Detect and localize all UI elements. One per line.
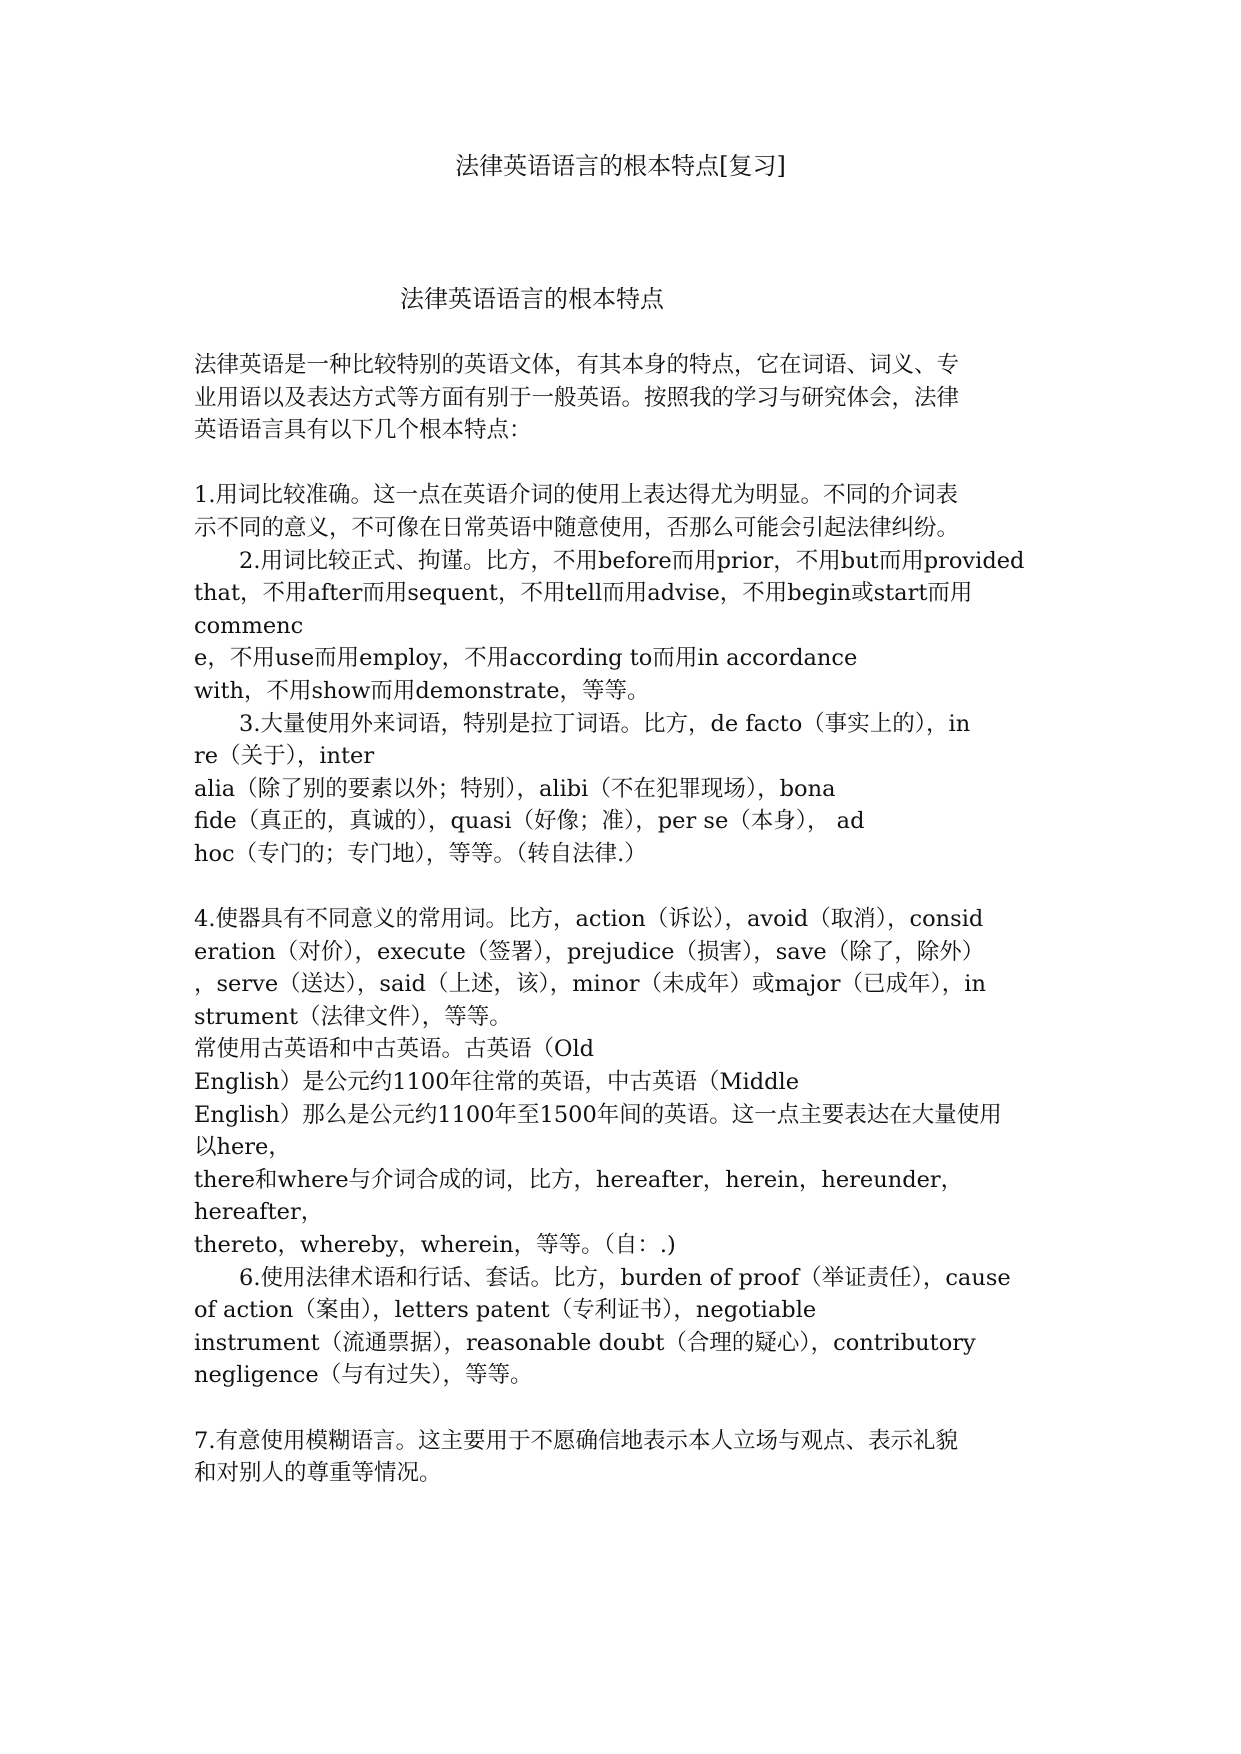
point-3-paragraph [194,708,1054,871]
point-5-paragraph [194,1033,1054,1261]
document-subtitle: 法律英语语言的根本特点 [400,285,664,313]
text-line: alia（除了别的要素以外；特别），alibi（不在犯罪现场），bona [194,775,836,802]
text-line: English）那么是公元约1100年至1500年间的英语。这一点主要表达在大量使用 [194,1101,1002,1128]
text-line: eration（对价），execute（签署），prejudice（损害），save（除了，除外） [194,938,985,965]
text-line: 以here， [194,1134,291,1161]
text-line: re（关于），inter [194,743,375,770]
text-line: 常使用古英语和中古英语。古英语（Old [194,1036,595,1063]
point-2-paragraph [194,545,1054,708]
point-1-paragraph [194,479,1054,544]
text-line: English）是公元约1100年往常的英语，中古英语（Middle [194,1069,800,1096]
point-4-paragraph [194,903,1054,1033]
text-line: hoc（专门的；专门地），等等。（转自法律.） [194,840,647,867]
text-line: 6.使用法律术语和行话、套话。比方，burden of proof（举证责任），cause [239,1264,1011,1291]
text-line: e，不用use而用employ，不用according to而用in accordance [194,645,858,672]
text-line: 法律英语是一种比较特别的英语文体，有其本身的特点，它在词语、词义、专 [194,352,960,378]
point-6-paragraph [194,1262,1054,1392]
paragraph-gap [194,447,1054,480]
point-7-paragraph [194,1425,1054,1490]
paragraph-gap [194,871,1054,904]
document-body [194,349,1054,1490]
paragraph-gap [194,1392,1054,1425]
text-line: there和where与介词合成的词，比方，hereafter，herein，hereunder，hereafter， [194,1166,964,1226]
text-line: of action（案由），letters patent（专利证书），negotiable [194,1297,817,1324]
text-line: 和对别人的尊重等情况。 [194,1460,442,1487]
text-line: with，不用show而用demonstrate，等等。 [194,677,650,704]
text-line: 英语语言具有以下几个根本特点： [194,417,532,444]
text-line: ，serve（送达），said（上述，该），minor（未成年）或major（已成年），in [194,971,986,998]
text-line: thereto，whereby，wherein，等等。（自：.) [194,1232,676,1259]
text-line: 示不同的意义，不可像在日常英语中随意使用，否那么可能会引起法律纠纷。 [194,514,960,541]
text-line: 业用语以及表达方式等方面有别于一般英语。按照我的学习与研究体会，法律 [194,384,960,411]
text-line: 3.大量使用外来词语，特别是拉丁词语。比方，de facto（事实上的），in [239,710,971,737]
text-line: fide（真正的，真诚的），quasi（好像；准），per se（本身）， ad [194,808,865,835]
text-line: 2.用词比较正式、拘谨。比方，不用before而用prior，不用but而用provided [239,547,1025,574]
text-line: strument（法律文件），等等。 [194,1003,512,1030]
text-line: 1.用词比较准确。这一点在英语介词的使用上表达得尤为明显。不同的介词表 [194,482,958,509]
text-line: 7.有意使用模糊语言。这主要用于不愿确信地表示本人立场与观点、表示礼貌 [194,1427,958,1454]
text-line: negligence（与有过失），等等。 [194,1362,533,1389]
text-line: instrument（流通票据），reasonable doubt（合理的疑心），contributory [194,1329,976,1356]
intro-paragraph [194,349,1054,447]
document-title: 法律英语语言的根本特点[复习] [455,152,786,180]
text-line: 4.使器具有不同意义的常用词。比方，action（诉讼），avoid（取消），consid [194,906,984,933]
text-line: that，不用after而用sequent，不用tell而用advise，不用begin或start而用commenc [194,580,973,639]
